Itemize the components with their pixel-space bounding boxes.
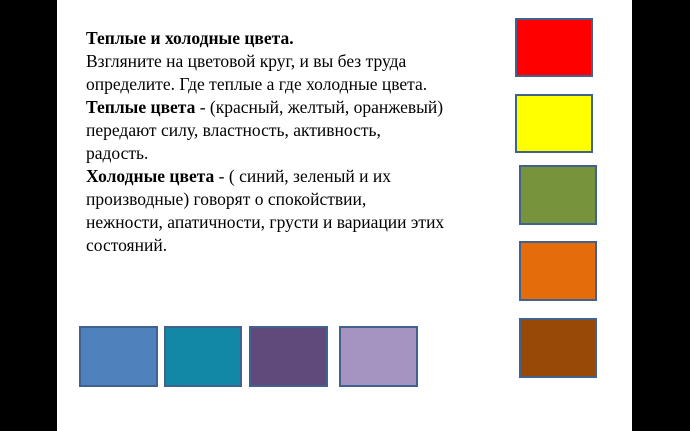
color-swatch-blue (79, 326, 158, 387)
cold-paragraph (86, 165, 446, 257)
warm-label: Теплые цвета (86, 97, 196, 117)
slide-text (86, 27, 446, 257)
cold-label: Холодные цвета (86, 166, 215, 186)
color-swatch-brown (519, 318, 597, 378)
color-swatch-teal (164, 326, 242, 387)
slide-title: Теплые и холодные цвета. (86, 28, 294, 48)
color-swatch-orange (519, 241, 597, 301)
color-swatch-purple (249, 326, 328, 387)
color-swatch-green (519, 165, 597, 225)
color-swatch-red (515, 18, 593, 77)
warm-text: - (красный, желтый, оранжевый) передают силу, властность, активность, радость. (86, 97, 444, 163)
color-swatch-yellow (515, 94, 593, 153)
warm-paragraph (86, 96, 446, 165)
color-swatch-lavender (339, 326, 418, 387)
cold-text: - ( синий, зеленый и их производные) говорят о спокойствии, нежности, апатичности, грусти и вариации этих состояний. (86, 166, 445, 255)
intro-text: Взгляните на цветовой круг, и вы без труда определите. Где теплые а где холодные цвета. (86, 51, 428, 94)
